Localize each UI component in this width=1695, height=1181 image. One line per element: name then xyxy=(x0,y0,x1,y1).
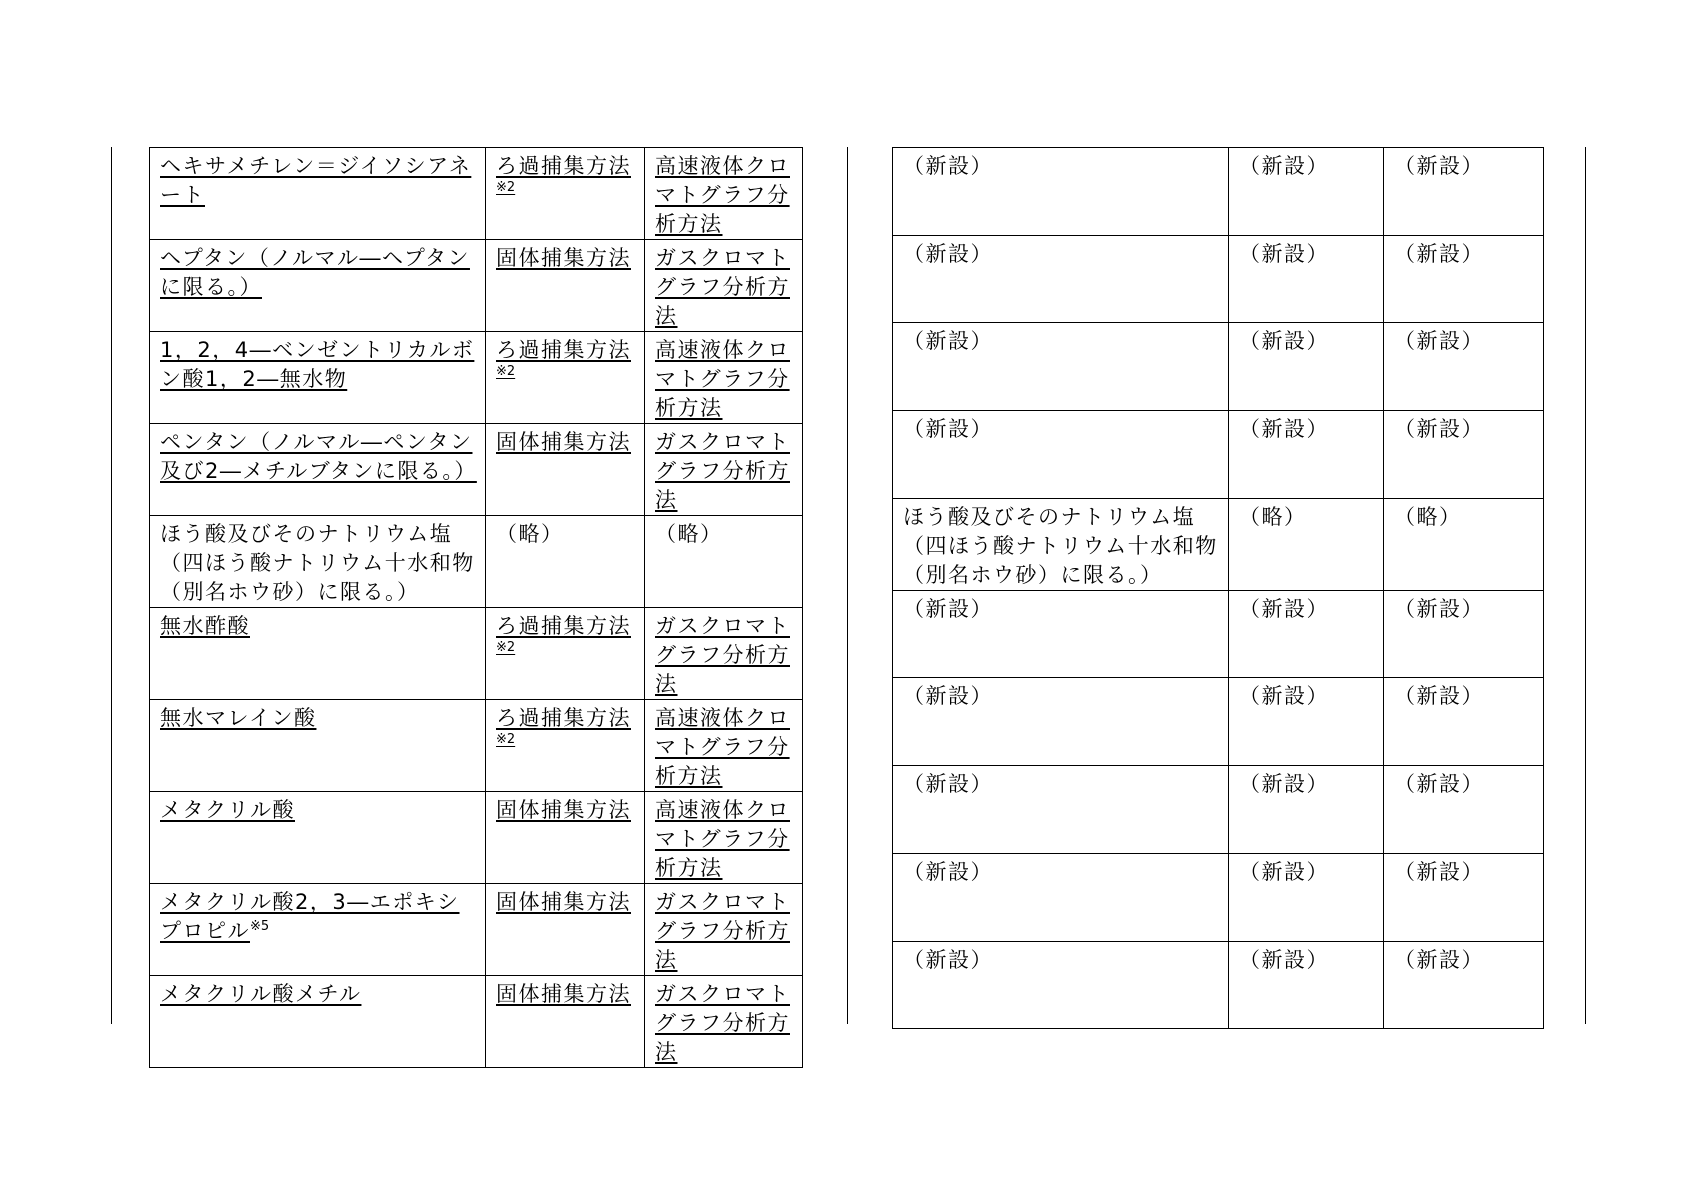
new-provisions-body xyxy=(150,148,803,1068)
sampling-method: （略） xyxy=(1239,504,1307,529)
substance-cell xyxy=(150,976,486,1068)
substance-cell xyxy=(150,332,486,424)
old-provisions-body xyxy=(893,148,1544,1029)
analysis-method: （新設） xyxy=(1394,154,1484,178)
sampling-method-cell xyxy=(486,424,645,516)
substance: （新設） xyxy=(903,329,993,354)
table-row xyxy=(150,240,803,332)
sampling-method: 固体捕集方法 xyxy=(496,798,631,822)
substance-cell xyxy=(150,424,486,516)
substance-name: メタクリル酸 xyxy=(160,798,295,822)
analysis-method: ガスクロマトグラフ分析方法 xyxy=(655,430,790,512)
analysis-method: （新設） xyxy=(1394,329,1484,354)
table-row xyxy=(893,590,1544,678)
analysis-method-cell xyxy=(645,516,803,608)
analysis-method-cell xyxy=(1384,323,1544,411)
substance-name: 1，2，4―ベンゼントリカルボン酸1，2―無水物 xyxy=(160,338,475,391)
substance-name: メタクリル酸2，3―エポキシプロピル xyxy=(160,890,460,943)
substance: （新設） xyxy=(903,241,993,266)
analysis-method: ガスクロマトグラフ分析方法 xyxy=(655,614,790,696)
table-row xyxy=(893,235,1544,323)
substance-cell xyxy=(893,411,1229,499)
table-row xyxy=(893,766,1544,854)
analysis-method-cell xyxy=(645,240,803,332)
new-provisions-table xyxy=(149,147,803,1068)
sampling-method-cell xyxy=(1229,323,1384,411)
sampling-method: ろ過捕集方法 xyxy=(496,706,631,730)
analysis-method: ガスクロマトグラフ分析方法 xyxy=(655,982,790,1064)
sampling-method: （新設） xyxy=(1239,772,1329,797)
substance-cell xyxy=(893,678,1229,766)
sampling-method: （新設） xyxy=(1239,596,1329,621)
footnote-marker: ※5 xyxy=(250,919,270,934)
sampling-method-cell xyxy=(486,976,645,1068)
substance-name: 無水マレイン酸 xyxy=(160,706,317,730)
table-row xyxy=(893,853,1544,941)
analysis-method: ガスクロマトグラフ分析方法 xyxy=(655,246,790,328)
sampling-method-cell xyxy=(486,884,645,976)
analysis-method-cell xyxy=(645,424,803,516)
analysis-method-cell xyxy=(645,700,803,792)
old-provisions-table xyxy=(892,147,1544,1029)
sampling-method-cell xyxy=(486,608,645,700)
sampling-method: 固体捕集方法 xyxy=(496,430,631,454)
sampling-method: ろ過捕集方法 xyxy=(496,338,631,362)
substance: （新設） xyxy=(903,154,993,178)
analysis-method-cell xyxy=(1384,411,1544,499)
substance-cell xyxy=(150,700,486,792)
sampling-method-cell xyxy=(1229,411,1384,499)
table-row xyxy=(150,700,803,792)
sampling-method: （新設） xyxy=(1239,241,1329,266)
analysis-method-cell xyxy=(1384,678,1544,766)
sampling-method-cell xyxy=(486,332,645,424)
substance-cell xyxy=(893,235,1229,323)
sampling-method: 固体捕集方法 xyxy=(496,890,631,914)
analysis-method-cell xyxy=(645,332,803,424)
analysis-method-cell xyxy=(1384,235,1544,323)
footnote-marker: ※2 xyxy=(496,364,516,379)
substance-name: メタクリル酸メチル xyxy=(160,982,362,1006)
analysis-method-cell xyxy=(645,884,803,976)
sampling-method-cell xyxy=(1229,941,1384,1029)
sampling-method: （新設） xyxy=(1239,859,1329,884)
sampling-method-cell xyxy=(486,792,645,884)
sampling-method: （新設） xyxy=(1239,154,1329,178)
table-row xyxy=(150,148,803,240)
table-row xyxy=(150,884,803,976)
substance-cell xyxy=(150,516,486,608)
analysis-method: 高速液体クロマトグラフ分析方法 xyxy=(655,706,790,788)
substance-cell xyxy=(893,590,1229,678)
substance-cell xyxy=(150,884,486,976)
table-row xyxy=(150,332,803,424)
table-row xyxy=(150,424,803,516)
substance: （新設） xyxy=(903,596,993,621)
table-row xyxy=(893,498,1544,590)
table-row xyxy=(150,976,803,1068)
analysis-method-cell xyxy=(1384,590,1544,678)
sampling-method: （新設） xyxy=(1239,417,1329,442)
substance-name: ペンタン（ノルマル―ペンタン及び2―メチルブタンに限る。） xyxy=(160,430,477,483)
table-row xyxy=(893,323,1544,411)
sampling-method-cell xyxy=(486,148,645,240)
substance-cell xyxy=(893,498,1229,590)
analysis-method-cell xyxy=(1384,941,1544,1029)
sampling-method-cell xyxy=(486,516,645,608)
center-divider-line xyxy=(847,147,848,1024)
footnote-marker: ※2 xyxy=(496,180,516,195)
analysis-method: ガスクロマトグラフ分析方法 xyxy=(655,890,790,972)
sampling-method-cell xyxy=(486,240,645,332)
analysis-method: （新設） xyxy=(1394,241,1484,266)
analysis-method: （新設） xyxy=(1394,417,1484,442)
substance-cell xyxy=(893,148,1229,236)
table-row xyxy=(150,516,803,608)
substance: （新設） xyxy=(903,684,993,709)
analysis-method-cell xyxy=(645,148,803,240)
sampling-method-cell xyxy=(1229,766,1384,854)
sampling-method: ろ過捕集方法 xyxy=(496,614,631,638)
substance-name: ヘキサメチレン＝ジイソシアネート xyxy=(160,154,472,207)
substance-name: ヘプタン（ノルマル―ヘプタンに限る。） xyxy=(160,246,470,299)
table-row xyxy=(893,411,1544,499)
sampling-method-cell xyxy=(1229,148,1384,236)
analysis-method-cell xyxy=(1384,148,1544,236)
analysis-method: （新設） xyxy=(1394,684,1484,709)
sampling-method: 固体捕集方法 xyxy=(496,246,631,270)
substance-cell xyxy=(893,766,1229,854)
substance: （新設） xyxy=(903,772,993,797)
sampling-method: （新設） xyxy=(1239,684,1329,709)
substance: ほう酸及びそのナトリウム塩（四ほう酸ナトリウム十水和物（別名ホウ砂）に限る。） xyxy=(903,504,1218,587)
analysis-method-cell xyxy=(1384,853,1544,941)
substance-name: 無水酢酸 xyxy=(160,614,250,638)
analysis-method: （新設） xyxy=(1394,596,1484,621)
table-row xyxy=(893,678,1544,766)
analysis-method: （略） xyxy=(655,522,723,546)
sampling-method-cell xyxy=(1229,235,1384,323)
substance-cell xyxy=(893,323,1229,411)
analysis-method: 高速液体クロマトグラフ分析方法 xyxy=(655,798,790,880)
sampling-method-cell xyxy=(1229,678,1384,766)
analysis-method: （略） xyxy=(1394,504,1462,529)
sampling-method-cell xyxy=(1229,498,1384,590)
analysis-method: 高速液体クロマトグラフ分析方法 xyxy=(655,338,790,420)
table-row xyxy=(150,792,803,884)
footnote-marker: ※2 xyxy=(496,732,516,747)
footnote-marker: ※2 xyxy=(496,640,516,655)
table-row xyxy=(150,608,803,700)
sampling-method: （新設） xyxy=(1239,947,1329,972)
sampling-method: 固体捕集方法 xyxy=(496,982,631,1006)
table-row xyxy=(893,148,1544,236)
substance-name: ほう酸及びそのナトリウム塩（四ほう酸ナトリウム十水和物（別名ホウ砂）に限る。） xyxy=(160,522,475,604)
sampling-method-cell xyxy=(1229,590,1384,678)
sampling-method: （新設） xyxy=(1239,329,1329,354)
analysis-method: 高速液体クロマトグラフ分析方法 xyxy=(655,154,790,236)
analysis-method: （新設） xyxy=(1394,859,1484,884)
substance: （新設） xyxy=(903,947,993,972)
substance-cell xyxy=(150,608,486,700)
analysis-method-cell xyxy=(645,792,803,884)
analysis-method: （新設） xyxy=(1394,772,1484,797)
right-margin-line xyxy=(1585,147,1586,1024)
analysis-method-cell xyxy=(645,976,803,1068)
sampling-method: ろ過捕集方法 xyxy=(496,154,631,178)
left-margin-line xyxy=(111,147,112,1024)
table-row xyxy=(893,941,1544,1029)
substance-cell xyxy=(150,240,486,332)
analysis-method: （新設） xyxy=(1394,947,1484,972)
substance: （新設） xyxy=(903,859,993,884)
substance-cell xyxy=(893,941,1229,1029)
sampling-method-cell xyxy=(486,700,645,792)
analysis-method-cell xyxy=(645,608,803,700)
substance-cell xyxy=(150,148,486,240)
substance-cell xyxy=(893,853,1229,941)
sampling-method-cell xyxy=(1229,853,1384,941)
substance: （新設） xyxy=(903,417,993,442)
analysis-method-cell xyxy=(1384,498,1544,590)
analysis-method-cell xyxy=(1384,766,1544,854)
substance-cell xyxy=(150,792,486,884)
sampling-method: （略） xyxy=(496,522,564,546)
